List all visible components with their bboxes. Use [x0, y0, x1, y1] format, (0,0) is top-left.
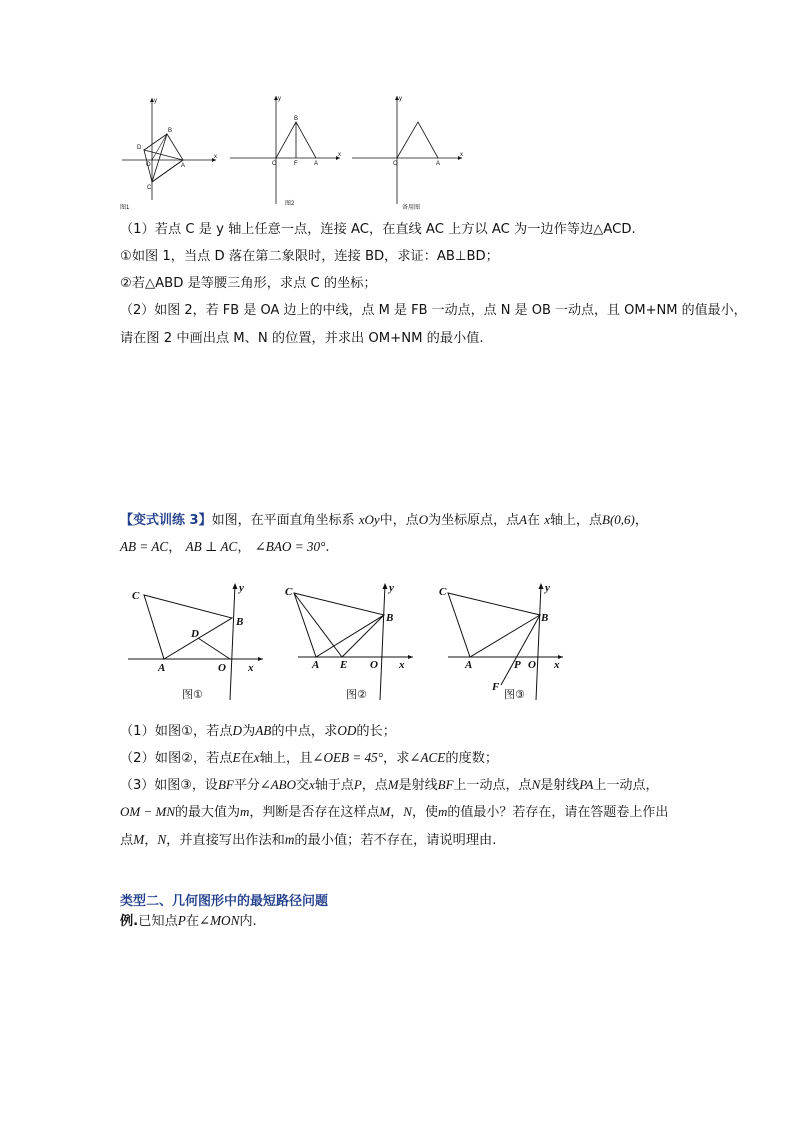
problem-b-intro [120, 511, 648, 530]
text: 中，点 [379, 513, 419, 528]
text: ， [168, 540, 182, 555]
text: （2）如图②，若点 [120, 751, 233, 766]
text: 已知点 [138, 914, 178, 929]
text: 是射线 [540, 778, 580, 793]
math: M [133, 832, 145, 847]
label-y: y [154, 98, 157, 104]
text: ， [634, 513, 648, 528]
label-y: y [399, 96, 402, 102]
text: 轴上，且 [259, 751, 313, 766]
label-c: C [439, 586, 447, 598]
text: 轴于点 [314, 778, 354, 793]
label-d: D [137, 145, 142, 151]
text: 的值最小？若存在，请在答题卷上作出 [447, 805, 669, 820]
caption-fig-1: 图① [182, 688, 203, 701]
math: ∠MON [199, 913, 240, 928]
problem-a-line-4: （2）如图 2，若 FB 是 OA 边上的中线，点 M 是 FB 一动点，点 N 是 OB 一动点，且 OM+NM 的值最小， [120, 303, 747, 318]
math: M [379, 804, 391, 819]
label-o: O [370, 659, 378, 671]
caption-fig3: 备用图 [402, 205, 421, 211]
text: （1）如图①，若点 [120, 724, 233, 739]
text: （3）如图③，设 [120, 778, 218, 793]
math: m [284, 832, 295, 847]
question-3-line-2 [120, 803, 668, 822]
problem-a-line-1: （1）若点 C 是 y 轴上任意一点，连接 AC，在直线 AC 上方以 AC 为一边作等边△ACD. [120, 222, 636, 237]
text: 在 [240, 751, 254, 766]
math: B(0,6) [602, 512, 635, 527]
text: . [325, 540, 330, 555]
math: AB ⊥ AC [185, 539, 238, 554]
problem-b-conditions [120, 538, 330, 557]
triangle-abc [294, 593, 384, 657]
problem-a-line-5: 请在图 2 中画出点 M、N 的位置，并求出 OM+NM 的最小值. [120, 331, 484, 346]
text: ，并直接写出作法和 [166, 833, 285, 848]
label-o: O [146, 162, 151, 168]
question-2 [120, 749, 498, 768]
label-b: B [541, 612, 549, 624]
problem-a-line-2: ①如图 1，当点 D 落在第二象限时，连接 BD，求证：AB⊥BD； [120, 249, 499, 264]
figure-1 [120, 98, 217, 211]
text: 轴上，点 [549, 513, 602, 528]
math: ∠ACE [409, 750, 446, 765]
label-f: F [294, 161, 298, 167]
figure-3 [352, 96, 463, 211]
text: 平分 [233, 778, 260, 793]
question-3-line-3 [120, 831, 496, 850]
section-heading: 类型二、几何图形中的最短路径问题 [120, 894, 329, 909]
triangle-abc [144, 595, 232, 659]
text: ， [237, 540, 251, 555]
text: ，使 [411, 805, 438, 820]
text: 的最大值为 [175, 805, 241, 820]
math: m [437, 804, 448, 819]
text: 在 [527, 513, 541, 528]
problem-label: 【变式训练 3】 [120, 513, 212, 528]
figure-circled-1 [128, 582, 263, 701]
math: D [232, 723, 243, 738]
figure-2 [230, 96, 341, 207]
math: M [387, 777, 399, 792]
label-c: C [147, 185, 152, 191]
text: 的长； [356, 724, 396, 739]
label-o: O [528, 659, 536, 671]
label-a: A [314, 161, 319, 167]
label-a: A [436, 161, 441, 167]
text: 交 [296, 778, 310, 793]
math: P [177, 913, 186, 928]
text: ，求 [383, 751, 410, 766]
label-a: A [181, 163, 186, 169]
math: ∠BAO = 30° [254, 539, 326, 554]
label-x: x [554, 659, 560, 671]
ray-bf [501, 615, 540, 685]
triangle-abc [448, 593, 540, 657]
math: x [253, 750, 260, 765]
text: 是射线 [398, 778, 438, 793]
label-a: A [312, 659, 320, 671]
label-y: y [389, 582, 394, 594]
label-o: O [393, 161, 398, 167]
segment-od [198, 638, 230, 659]
question-3-line-1 [120, 776, 658, 795]
math: N [531, 777, 541, 792]
text: 为坐标原点，点 [428, 513, 520, 528]
text: ，判断是否存在这样点 [249, 805, 380, 820]
y-axis [536, 585, 541, 700]
text: 的度数； [445, 751, 499, 766]
label-b: B [236, 616, 244, 628]
label-y: y [278, 96, 281, 102]
math: A [519, 512, 528, 527]
math: BF [217, 777, 234, 792]
label-p: P [514, 659, 521, 671]
math: E [232, 750, 241, 765]
math: AB = AC [120, 539, 169, 554]
text: ， [390, 805, 404, 820]
math: x [309, 777, 315, 792]
text: ，点 [361, 778, 388, 793]
figure-circled-3 [439, 582, 563, 701]
figure-set-2 [118, 575, 573, 705]
label-o: O [218, 662, 226, 674]
label-x: x [460, 152, 463, 158]
label-b: B [294, 116, 299, 122]
label-x: x [338, 152, 341, 158]
math: ∠ABO [259, 777, 297, 792]
text: 的最小值；若不存在，请说明理由. [294, 833, 497, 848]
math: P [353, 777, 362, 792]
math: OD [337, 723, 357, 738]
math: AB [255, 723, 272, 738]
caption-fig2: 图2 [285, 201, 295, 207]
figure-circled-2 [285, 582, 413, 701]
math: m [240, 804, 250, 819]
text: 如图，在平面直角坐标系 [211, 513, 355, 528]
question-1 [120, 722, 396, 741]
text: ， [144, 833, 158, 848]
math: PA [579, 777, 594, 792]
label-x: x [248, 662, 254, 674]
math: xOy [358, 512, 380, 527]
math: OM − MN [120, 804, 175, 819]
text: 上一动点， [593, 778, 659, 793]
caption-fig-3: 图③ [504, 688, 525, 701]
text: 为 [242, 724, 256, 739]
math: N [403, 804, 412, 819]
figure-set-1 [118, 92, 468, 214]
label-b: B [386, 612, 394, 624]
label-a: A [465, 659, 473, 671]
label-x: x [214, 154, 217, 160]
label-a: A [158, 662, 166, 674]
math: N [157, 832, 167, 847]
label-b: B [168, 128, 173, 134]
label-e: E [340, 659, 348, 671]
math: O [418, 512, 429, 527]
math: BF [437, 777, 454, 792]
segment-eb [342, 615, 384, 657]
y-axis [380, 585, 385, 700]
caption-fig1: 图1 [120, 205, 130, 211]
math: ∠OEB = 45° [312, 750, 384, 765]
label-d: D [191, 628, 199, 640]
math: x [544, 512, 550, 527]
triangle-oab [397, 122, 438, 158]
example-label: 例. [120, 914, 139, 929]
text: 点 [120, 833, 134, 848]
text: 在 [185, 914, 200, 929]
text: 上一动点，点 [453, 778, 532, 793]
label-y: y [239, 582, 244, 594]
label-x: x [399, 659, 405, 671]
text: 内. [239, 914, 257, 929]
text: 的中点，求 [271, 724, 338, 739]
y-axis [230, 585, 235, 700]
example-line [120, 912, 257, 931]
label-c: C [285, 586, 293, 598]
label-y: y [545, 582, 550, 594]
problem-a-line-3: ②若△ABD 是等腰三角形，求点 C 的坐标； [120, 276, 377, 291]
label-c: C [132, 590, 140, 602]
label-f: F [492, 681, 500, 693]
caption-fig-2: 图② [346, 688, 367, 701]
label-o: O [272, 161, 277, 167]
